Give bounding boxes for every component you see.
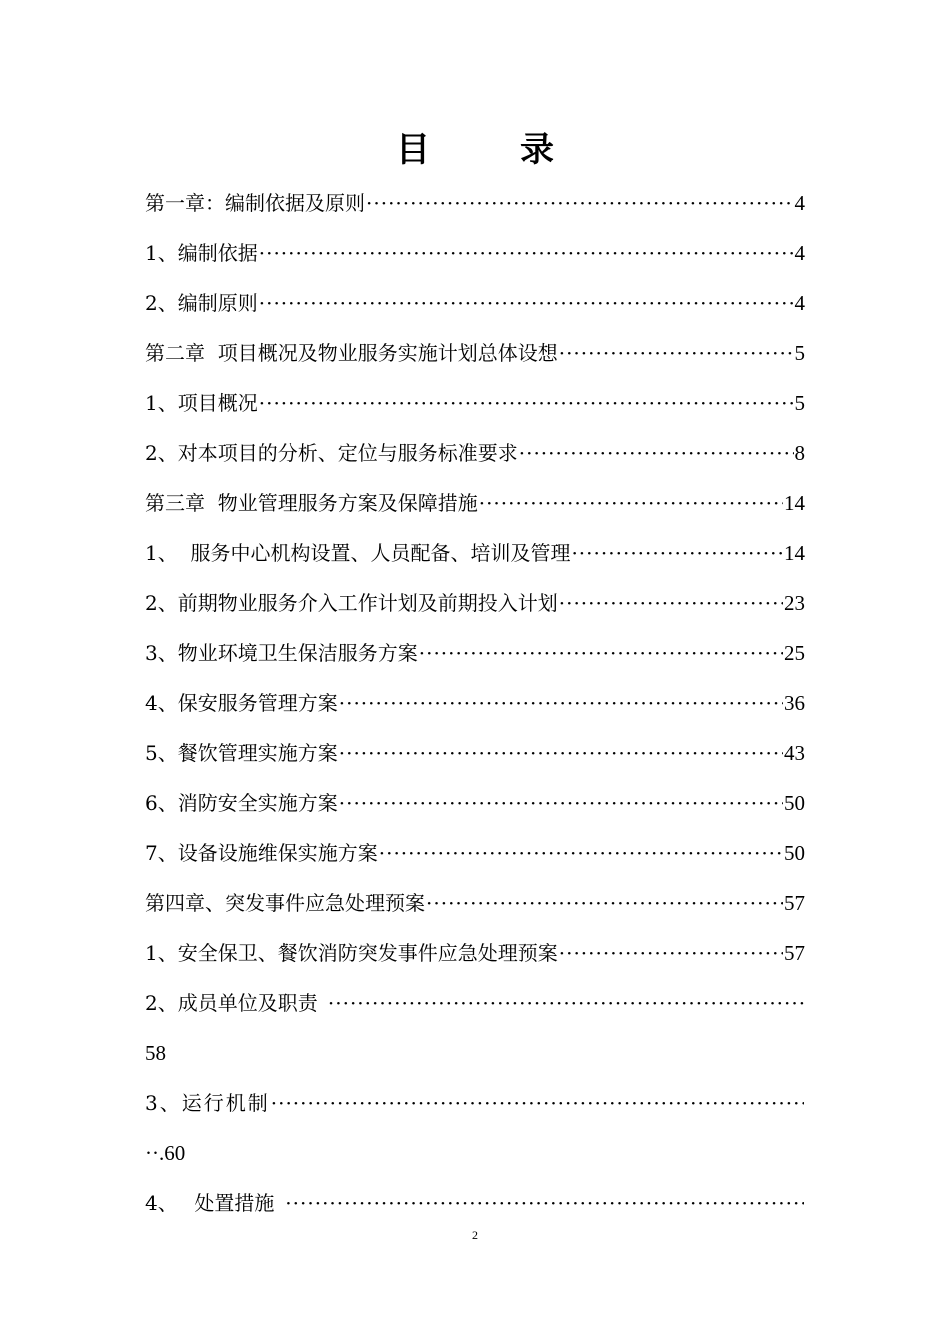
toc-entry-page: 57 xyxy=(784,891,805,915)
table-of-contents xyxy=(145,178,805,1228)
toc-entry-label: 6、消防安全实施方案 xyxy=(145,791,338,815)
toc-entry[interactable] xyxy=(145,1178,805,1228)
toc-entry[interactable] xyxy=(145,1078,805,1128)
toc-entry[interactable] xyxy=(145,528,805,578)
toc-entry[interactable] xyxy=(145,178,805,228)
toc-leader-dots xyxy=(559,941,783,965)
toc-entry-page: 8 xyxy=(794,441,805,465)
toc-entry[interactable] xyxy=(145,728,805,778)
toc-entry-page: 58 xyxy=(145,1040,166,1065)
toc-entry[interactable] xyxy=(145,678,805,728)
toc-leader-dots xyxy=(328,991,804,1015)
toc-entry-page: 4 xyxy=(794,241,805,265)
toc-leader-dots xyxy=(366,191,794,215)
toc-entry-label: 2、前期物业服务介入工作计划及前期投入计划 xyxy=(145,591,558,615)
toc-entry-label: 1、项目概况 xyxy=(145,391,258,415)
toc-entry-page: 4 xyxy=(794,191,805,215)
toc-entry-label: 第四章、突发事件应急处理预案 xyxy=(145,891,425,915)
toc-leader-dots xyxy=(285,1191,804,1215)
toc-leader-dots xyxy=(571,541,783,565)
toc-entry-label: 2、编制原则 xyxy=(145,291,258,315)
toc-leader-dots xyxy=(339,741,783,765)
toc-leader-dots xyxy=(419,641,783,665)
toc-entry-page: 14 xyxy=(784,491,805,515)
toc-entry-label: 2、对本项目的分析、定位与服务标准要求 xyxy=(145,441,518,465)
toc-leader-dots xyxy=(479,491,783,515)
toc-entry[interactable] xyxy=(145,428,805,478)
toc-entry-label: 4、保安服务管理方案 xyxy=(145,691,338,715)
toc-entry[interactable] xyxy=(145,378,805,428)
toc-entry[interactable] xyxy=(145,228,805,278)
toc-entry-label: 5、餐饮管理实施方案 xyxy=(145,741,338,765)
toc-entry-label: 2、成员单位及职责 xyxy=(145,991,318,1015)
toc-leader-dots xyxy=(559,341,794,365)
toc-entry-page: 50 xyxy=(784,791,805,815)
toc-entry-page: 23 xyxy=(784,591,805,615)
toc-entry[interactable] xyxy=(145,978,805,1028)
toc-leader-dots xyxy=(259,241,794,265)
toc-entry-label: 4、 xyxy=(145,1191,178,1215)
toc-leader-dots xyxy=(519,441,794,465)
toc-entry-label: 第一章：编制依据及原则 xyxy=(145,191,365,215)
toc-leader-dots xyxy=(259,391,794,415)
toc-entry[interactable] xyxy=(145,278,805,328)
toc-entry-label: 3、运行机制 xyxy=(145,1091,270,1115)
toc-entry[interactable] xyxy=(145,778,805,828)
toc-entry-label: 1、编制依据 xyxy=(145,241,258,265)
toc-leader-dots xyxy=(426,891,783,915)
footer-page-number: 2 xyxy=(472,1228,478,1242)
toc-leader-dots xyxy=(339,691,783,715)
toc-entry[interactable] xyxy=(145,628,805,678)
toc-leader-dots xyxy=(379,841,783,865)
toc-entry-page-wrapped xyxy=(145,1028,805,1078)
toc-entry-page: .60 xyxy=(159,1140,186,1165)
toc-entry-page: 36 xyxy=(784,691,805,715)
toc-entry-page: 5 xyxy=(794,341,805,365)
toc-entry[interactable] xyxy=(145,478,805,528)
toc-entry[interactable] xyxy=(145,928,805,978)
toc-entry-page: 14 xyxy=(784,541,805,565)
toc-leader-dots xyxy=(559,591,783,615)
toc-entry-label: 7、设备设施维保实施方案 xyxy=(145,841,378,865)
toc-leader-dots xyxy=(339,791,783,815)
toc-entry[interactable] xyxy=(145,578,805,628)
toc-entry-label: 1、 服务中心机构设置、人员配备、培训及管理 xyxy=(145,541,571,565)
toc-entry-page: 50 xyxy=(784,841,805,865)
toc-leader-dots xyxy=(259,291,794,315)
toc-entry-label: 处置措施 xyxy=(194,1191,275,1215)
toc-entry-page-wrapped: ·· .60 xyxy=(145,1140,186,1165)
toc-entry[interactable] xyxy=(145,328,805,378)
page-title: 目 录 xyxy=(396,130,582,170)
toc-entry-page: 25 xyxy=(784,641,805,665)
toc-leader-dots xyxy=(271,1091,804,1115)
toc-entry-label: 第二章 项目概况及物业服务实施计划总体设想 xyxy=(145,341,558,365)
toc-entry-label: 1、安全保卫、餐饮消防突发事件应急处理预案 xyxy=(145,941,558,965)
toc-entry-page: 57 xyxy=(784,941,805,965)
toc-entry-label: 3、物业环境卫生保洁服务方案 xyxy=(145,641,418,665)
toc-entry-page: 4 xyxy=(794,291,805,315)
toc-entry-page: 43 xyxy=(784,741,805,765)
toc-entry[interactable] xyxy=(145,828,805,878)
toc-entry[interactable] xyxy=(145,878,805,928)
toc-entry-page: 5 xyxy=(794,391,805,415)
toc-entry-label: 第三章 物业管理服务方案及保障措施 xyxy=(145,491,478,515)
